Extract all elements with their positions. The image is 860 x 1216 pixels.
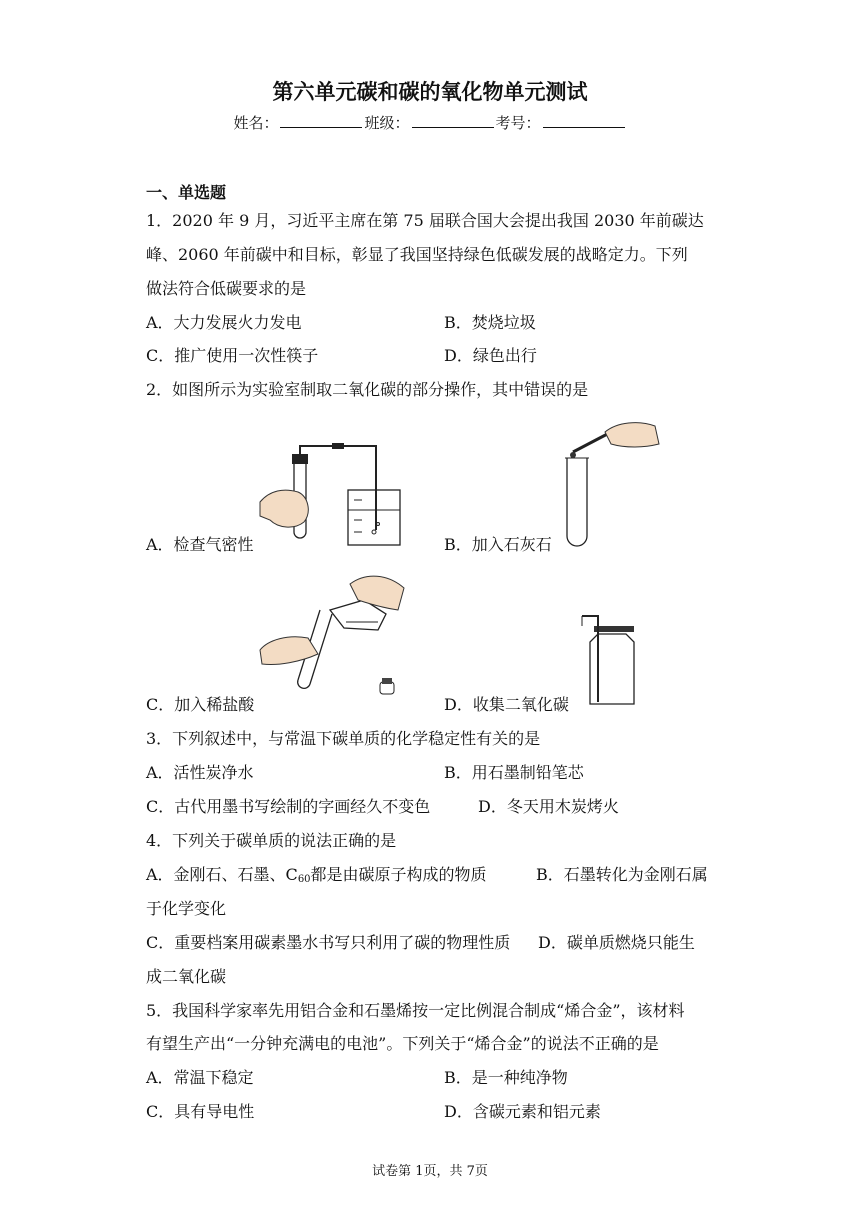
q4-option-a-pre: A．金刚石、石墨、C xyxy=(146,865,298,884)
page-title: 第六单元碳和碳的氧化物单元测试 xyxy=(272,80,588,104)
airtightness-check-figure xyxy=(258,440,408,550)
name-blank[interactable] xyxy=(280,112,362,128)
q5-stem-line1: 5．我国科学家率先用铝合金和石墨烯按一定比例混合制成“烯合金”，该材料 xyxy=(146,1001,685,1020)
class-label: 班级： xyxy=(364,114,410,132)
id-label: 考号： xyxy=(495,114,541,132)
student-info-line xyxy=(0,112,860,133)
q4-option-d[interactable]: D．碳单质燃烧只能生 xyxy=(538,933,695,952)
q1-option-d[interactable]: D．绿色出行 xyxy=(444,346,537,365)
section-heading: 一、单选题 xyxy=(146,183,227,202)
q4-option-a-post: 都是由碳原子构成的物质 xyxy=(310,865,487,884)
name-label: 姓名： xyxy=(233,114,279,132)
q3-option-b[interactable]: B．用石墨制铅笔芯 xyxy=(444,763,584,782)
page-footer: 试卷第 1页，共 7页 xyxy=(372,1164,488,1179)
q3-option-a[interactable]: A．活性炭净水 xyxy=(146,763,254,782)
q5-stem-line2: 有望生产出“一分钟充满电的电池”。下列关于“烯合金”的说法不正确的是 xyxy=(146,1034,659,1053)
q4-option-d-continued: 成二氧化碳 xyxy=(146,967,227,986)
q1-stem-line1: 1．2020 年 9 月，习近平主席在第 75 届联合国大会提出我国 2030 年前碳达 xyxy=(146,211,704,230)
q4-option-a[interactable] xyxy=(146,862,487,885)
q5-option-a[interactable]: A．常温下稳定 xyxy=(146,1068,254,1087)
q5-option-b[interactable]: B．是一种纯净物 xyxy=(444,1068,568,1087)
q1-stem-line2: 峰、2060 年前碳中和目标，彰显了我国坚持绿色低碳发展的战略定力。下列 xyxy=(146,245,688,264)
collect-co2-figure xyxy=(578,612,658,712)
q3-option-c[interactable]: C．古代用墨书写绘制的字画经久不变色 xyxy=(146,797,431,816)
q4-stem: 4．下列关于碳单质的说法正确的是 xyxy=(146,831,397,850)
q3-stem: 3．下列叙述中，与常温下碳单质的化学稳定性有关的是 xyxy=(146,729,541,748)
q2-option-c[interactable]: C．加入稀盐酸 xyxy=(146,695,255,714)
q4-option-a-subscript: 60 xyxy=(297,874,311,885)
q2-option-a[interactable]: A．检查气密性 xyxy=(146,535,254,554)
id-blank[interactable] xyxy=(543,112,625,128)
class-blank[interactable] xyxy=(412,112,494,128)
q1-option-a[interactable]: A．大力发展火力发电 xyxy=(146,313,302,332)
q5-option-d[interactable]: D．含碳元素和铝元素 xyxy=(444,1102,601,1121)
add-limestone-figure xyxy=(555,418,665,548)
q4-option-c[interactable]: C．重要档案用碳素墨水书写只利用了碳的物理性质 xyxy=(146,933,511,952)
add-acid-figure xyxy=(258,570,408,700)
q2-stem: 2．如图所示为实验室制取二氧化碳的部分操作，其中错误的是 xyxy=(146,380,589,399)
q5-option-c[interactable]: C．具有导电性 xyxy=(146,1102,255,1121)
q4-option-b-continued: 于化学变化 xyxy=(146,899,227,918)
q1-option-b[interactable]: B．焚烧垃圾 xyxy=(444,313,536,332)
q2-option-d[interactable]: D．收集二氧化碳 xyxy=(444,695,569,714)
q1-option-c[interactable]: C．推广使用一次性筷子 xyxy=(146,346,319,365)
q4-option-b[interactable]: B．石墨转化为金刚石属 xyxy=(536,865,708,884)
q2-option-b[interactable]: B．加入石灰石 xyxy=(444,535,552,554)
q3-option-d[interactable]: D．冬天用木炭烤火 xyxy=(478,797,619,816)
q1-stem-line3: 做法符合低碳要求的是 xyxy=(146,279,307,298)
